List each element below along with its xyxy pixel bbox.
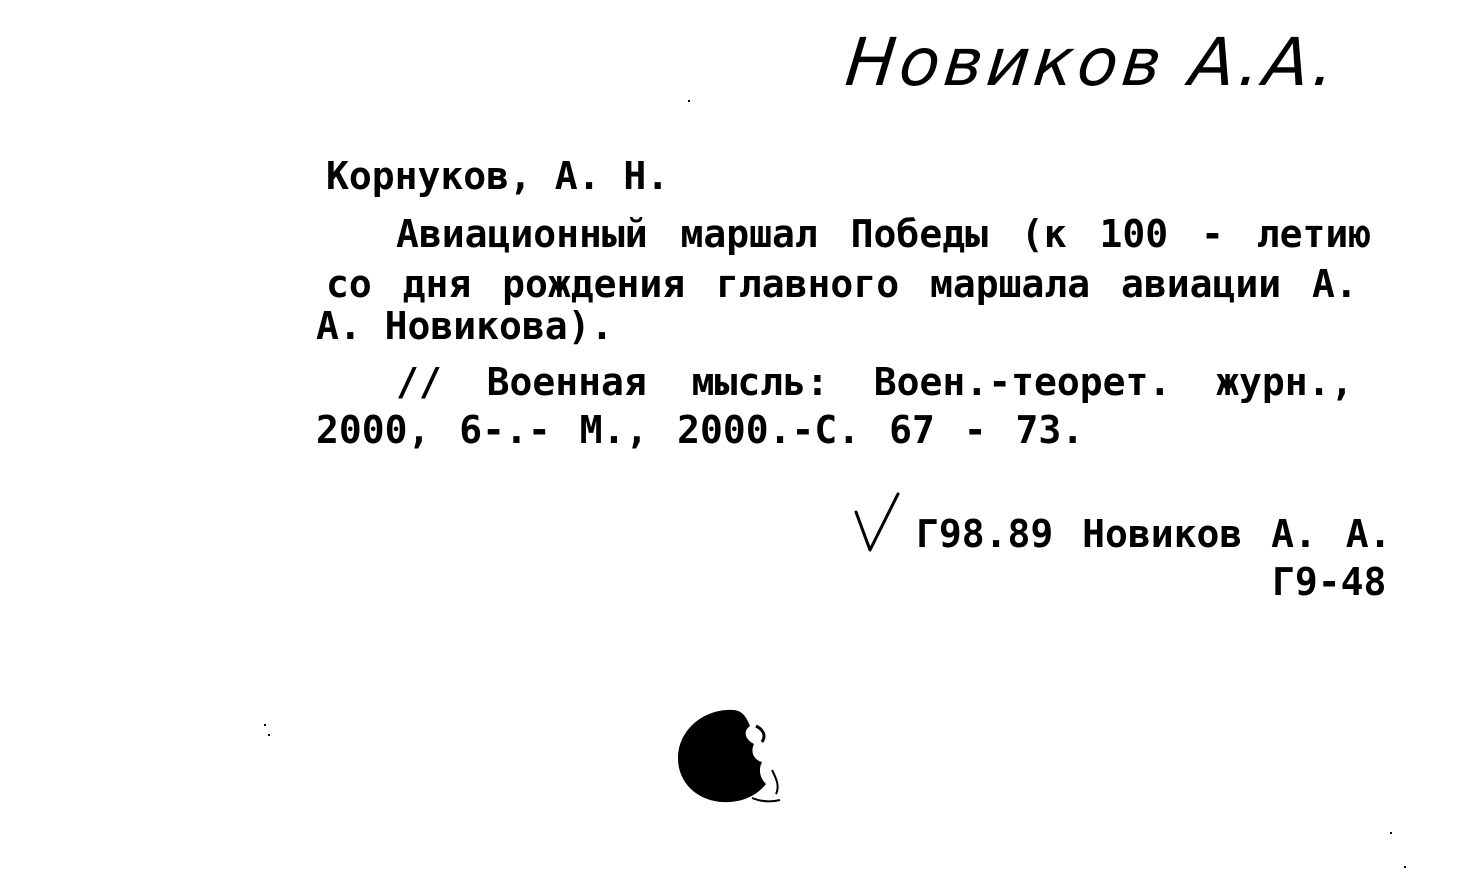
punch-hole-icon — [676, 706, 786, 810]
scan-speck — [1404, 866, 1406, 868]
scan-speck — [1390, 832, 1392, 834]
scan-speck — [268, 734, 270, 736]
scan-speck — [688, 100, 690, 102]
handwritten-heading: Новиков А.А. — [842, 24, 1343, 101]
classification-line-1: Г98.89 Новиков А. А. — [916, 512, 1392, 556]
title-line-2: со дня рождения главного маршала авиации А. — [326, 262, 1358, 306]
check-icon — [852, 492, 902, 554]
source-line-2: 2000, 6-.- М., 2000.-С. 67 - 73. — [316, 408, 1085, 452]
source-line-1: // Военная мысль: Воен.-теорет. журн., — [396, 360, 1354, 404]
author-line: Корнуков, А. Н. — [326, 154, 670, 198]
title-line-3: А. Новикова). — [316, 304, 614, 348]
classification-line-2: Г9-48 — [1272, 560, 1387, 604]
title-line-1: Авиационный маршал Победы (к 100 - летию — [396, 212, 1372, 256]
scan-speck — [264, 724, 266, 726]
